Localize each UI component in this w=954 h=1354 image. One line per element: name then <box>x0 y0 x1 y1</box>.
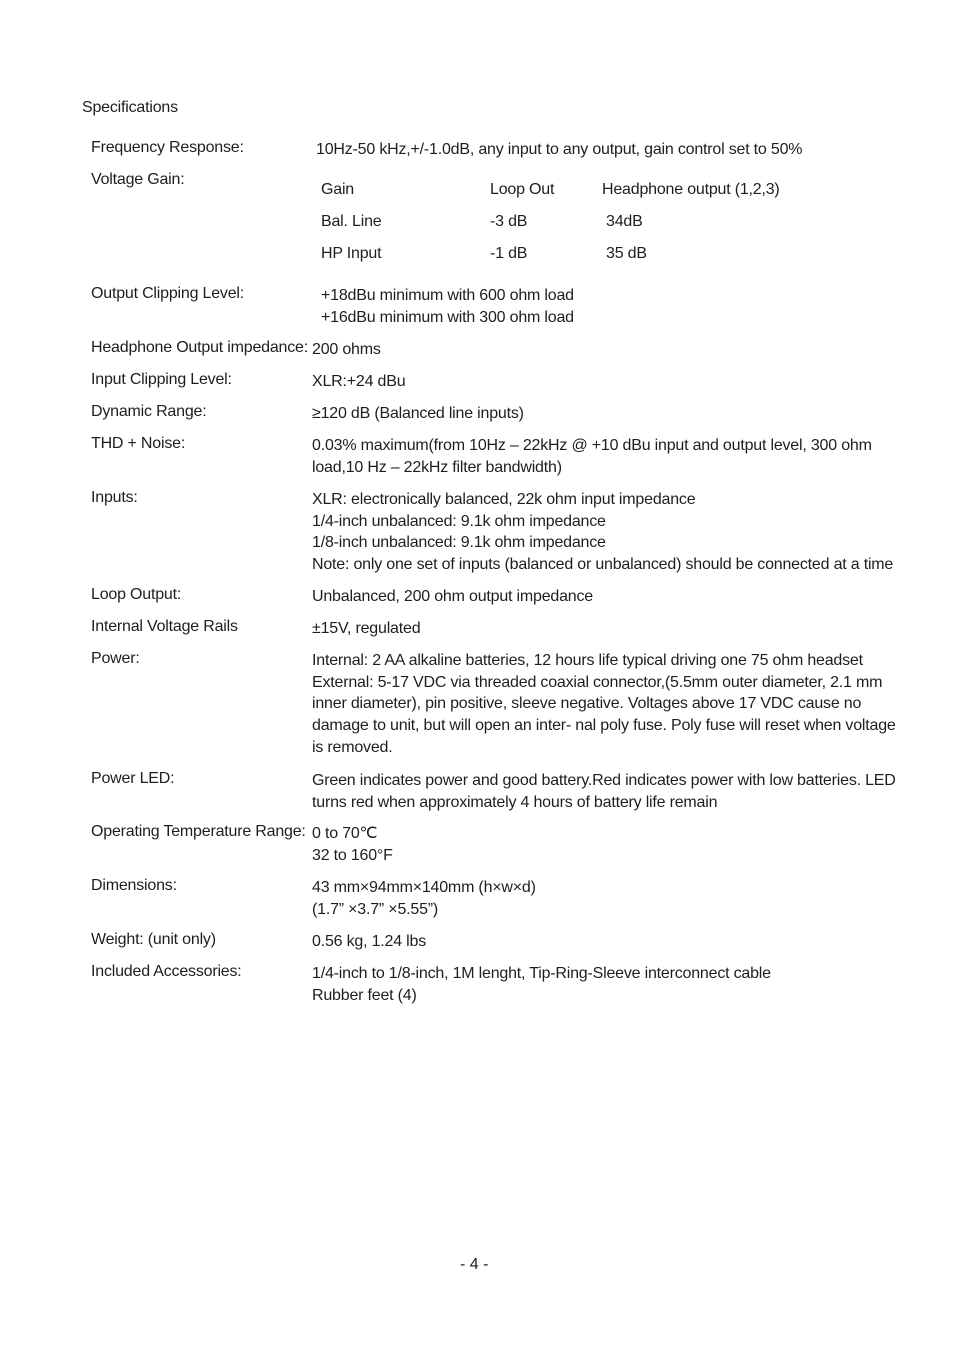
spec-label: THD + Noise: <box>91 435 186 452</box>
spec-label: Headphone Output impedance: <box>91 339 308 356</box>
table-header-cell: Headphone output (1,2,3) <box>602 181 780 198</box>
spec-label: Power LED: <box>91 770 175 787</box>
spec-label: Inputs: <box>91 489 138 506</box>
spec-value: Green indicates power and good battery.Red indicates power with low batteries. LED turns red when approximately 4 hours of battery life remain <box>312 772 896 811</box>
spec-value: 0.03% maximum(from 10Hz – 22kHz @ +10 dBu input and output level, 300 ohm load,10 Hz – 22kHz filter bandwidth) <box>312 437 872 476</box>
spec-value: ±15V, regulated <box>312 620 421 637</box>
table-cell: 34dB <box>606 213 643 230</box>
spec-value: 43 mm×94mm×140mm (h×w×d) (1.7” ×3.7” ×5.55”) <box>312 879 536 918</box>
spec-value: XLR:+24 dBu <box>312 373 406 390</box>
spec-label: Frequency Response: <box>91 139 244 156</box>
table-header-cell: Loop Out <box>490 181 555 198</box>
spec-value: Internal: 2 AA alkaline batteries, 12 hours life typical driving one 75 ohm headset External: 5-17 VDC via threaded coaxial connector,(5.5mm outer diameter, 2.1 mm inner diameter), pin positive, sleeve negative. Voltages above 17 VDC cause no damage to unit, but will open an inter- nal poly fuse. Poly fuse will reset when voltage is removed. <box>312 652 896 756</box>
spec-value: ≥120 dB (Balanced line inputs) <box>312 405 524 422</box>
table-header-cell: Gain <box>321 181 354 198</box>
page-number: - 4 - <box>460 1256 489 1273</box>
page-heading: Specifications <box>82 99 178 116</box>
spec-value: 1/4-inch to 1/8-inch, 1M lenght, Tip-Ring-Sleeve interconnect cable Rubber feet (4) <box>312 965 771 1004</box>
spec-value: +18dBu minimum with 600 ohm load +16dBu minimum with 300 ohm load <box>321 287 574 326</box>
spec-value: 10Hz-50 kHz,+/-1.0dB, any input to any output, gain control set to 50% <box>316 141 803 158</box>
spec-value: XLR: electronically balanced, 22k ohm input impedance 1/4-inch unbalanced: 9.1k ohm impedance 1/8-inch unbalanced: 9.1k ohm impedance Note: only one set of inputs (balanced or unbalanced) should be connected at a time <box>312 491 894 574</box>
spec-label: Voltage Gain: <box>91 171 185 188</box>
spec-value: Unbalanced, 200 ohm output impedance <box>312 588 594 605</box>
spec-label: Input Clipping Level: <box>91 371 232 388</box>
table-cell: HP Input <box>321 245 382 262</box>
spec-row-voltage-gain <box>91 171 881 271</box>
spec-value: 0 to 70℃ 32 to 160°F <box>312 825 393 864</box>
spec-value: 0.56 kg, 1.24 lbs <box>312 933 427 950</box>
table-cell: -3 dB <box>490 213 528 230</box>
spec-label: Loop Output: <box>91 586 182 603</box>
table-cell: -1 dB <box>490 245 528 262</box>
spec-value: 200 ohms <box>312 341 381 358</box>
spec-label: Included Accessories: <box>91 963 242 980</box>
spec-label: Operating Temperature Range: <box>91 823 306 840</box>
spec-label: Weight: (unit only) <box>91 931 216 948</box>
spec-label: Dimensions: <box>91 877 177 894</box>
spec-label: Output Clipping Level: <box>91 285 245 302</box>
spec-label: Internal Voltage Rails <box>91 618 238 635</box>
table-cell: Bal. Line <box>321 213 382 230</box>
spec-label: Power: <box>91 650 140 667</box>
spec-label: Dynamic Range: <box>91 403 207 420</box>
table-cell: 35 dB <box>606 245 647 262</box>
